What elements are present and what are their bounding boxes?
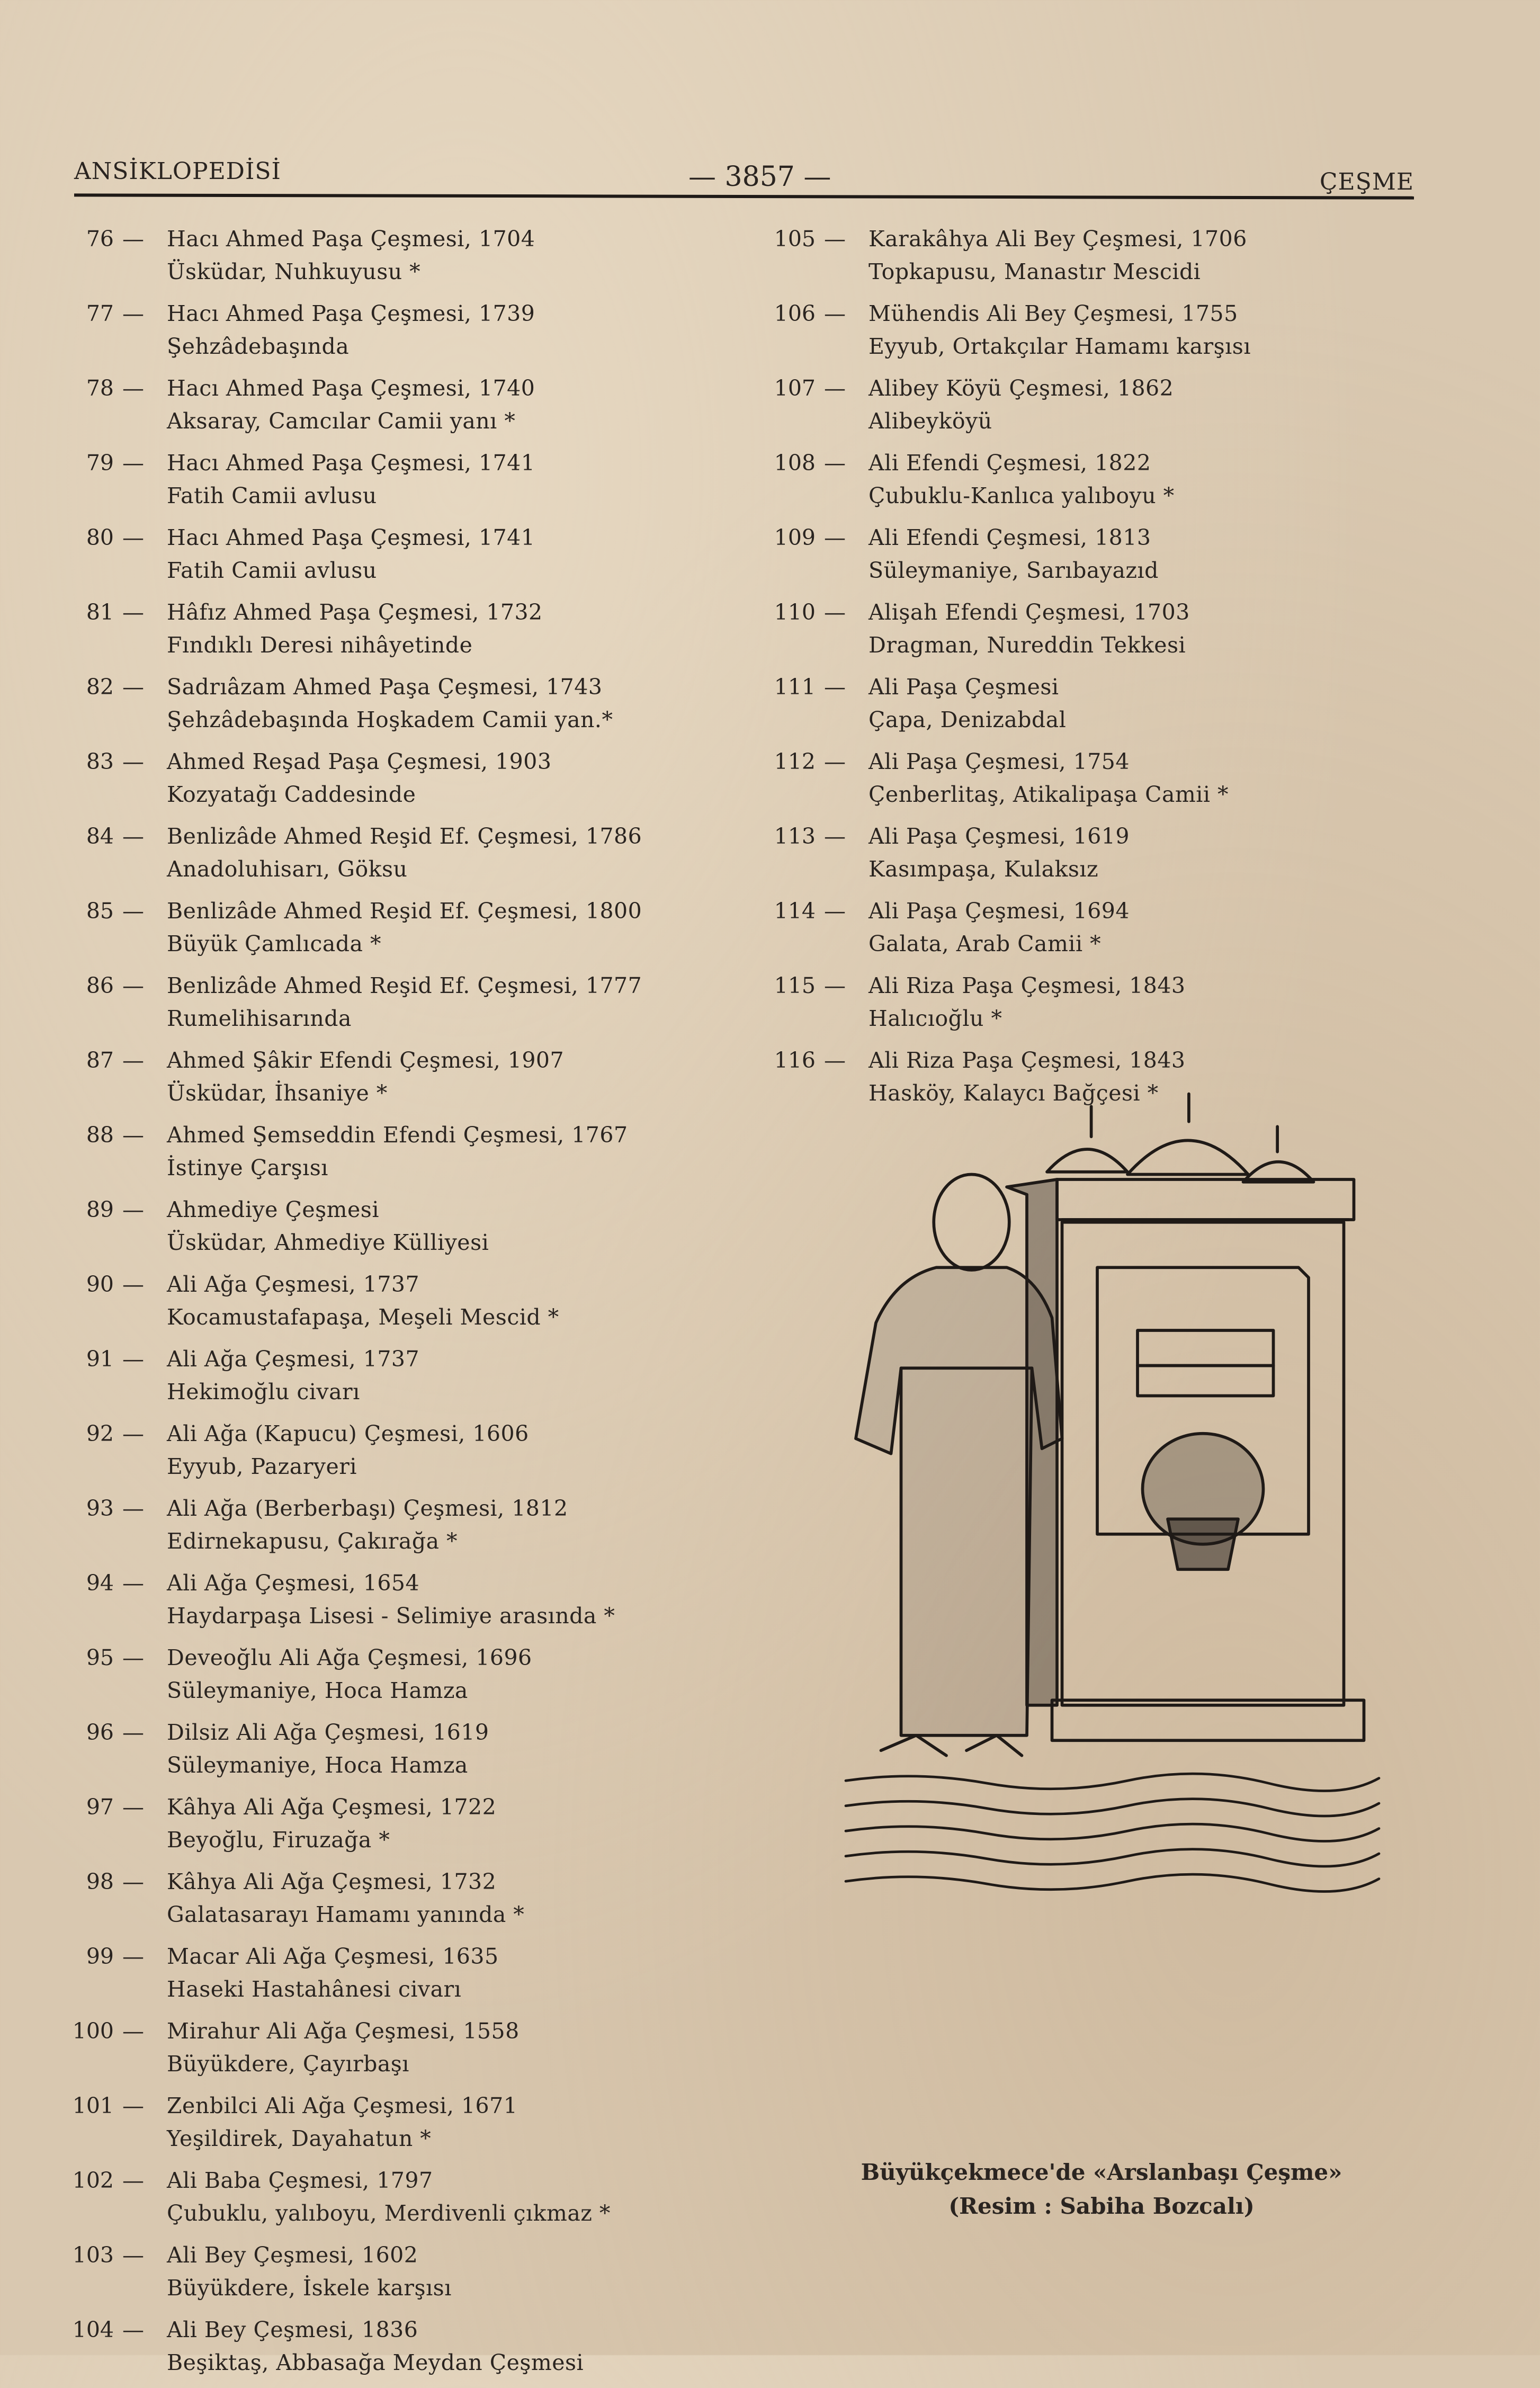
entry-number: 104: [72, 2317, 114, 2342]
entry-number: 78: [86, 375, 114, 401]
entry-location: Kocamustafapaşa, Meşeli Mescid *: [167, 1304, 559, 1330]
entry-number: 98: [86, 1869, 114, 1894]
entry-location: Süleymaniye, Sarıbayazıd: [869, 558, 1159, 583]
caption-title: Büyükçekmece'de «Arslanbaşı Çeşme»: [861, 2159, 1342, 2185]
entry-dash: —: [824, 450, 846, 476]
entry-name: Ali Efendi Çeşmesi, 1813: [869, 525, 1151, 550]
fountain-entry: [71, 2239, 755, 2304]
fountain-entry: [71, 1044, 755, 1110]
entry-number: 95: [86, 1645, 114, 1670]
entry-dash: —: [122, 1794, 144, 1820]
entry-dash: —: [824, 749, 846, 774]
entry-location: Fındıklı Deresi nihâyetinde: [167, 632, 473, 658]
lion-head-spout: [1143, 1434, 1264, 1570]
entry-dash: —: [122, 1944, 144, 1969]
entry-name: Hacı Ahmed Paşa Çeşmesi, 1741: [167, 450, 535, 476]
entry-number: 109: [774, 525, 816, 550]
entry-name: Ahmed Şemseddin Efendi Çeşmesi, 1767: [167, 1122, 628, 1148]
entry-dash: —: [122, 2317, 144, 2342]
entry-location: Beşiktaş, Abbasağa Meydan Çeşmesi: [167, 2350, 584, 2375]
entry-number: 88: [86, 1122, 114, 1148]
entry-dash: —: [122, 2168, 144, 2193]
fountain-entry: [71, 1119, 755, 1184]
fountain-entry: [773, 372, 1435, 437]
entry-dash: —: [122, 1346, 144, 1372]
dome-left: [1047, 1106, 1127, 1172]
entry-number: 99: [86, 1944, 114, 1969]
entry-location: Alibeyköyü: [869, 408, 992, 434]
entry-location: Hasköy, Kalaycı Bağçesi *: [869, 1080, 1159, 1106]
entry-name: Benlizâde Ahmed Reşid Ef. Çeşmesi, 1786: [167, 824, 642, 849]
entry-dash: —: [824, 824, 846, 849]
dome-right: [1243, 1126, 1314, 1182]
entry-dash: —: [122, 749, 144, 774]
entry-location: Hekimoğlu civarı: [167, 1379, 360, 1405]
entry-name: Mühendis Ali Bey Çeşmesi, 1755: [869, 301, 1238, 326]
entry-name: Alişah Efendi Çeşmesi, 1703: [869, 600, 1190, 625]
entry-dash: —: [122, 226, 144, 252]
entry-number: 96: [86, 1720, 114, 1745]
entry-name: Dilsiz Ali Ağa Çeşmesi, 1619: [167, 1720, 489, 1745]
entry-dash: —: [122, 600, 144, 625]
entry-number: 85: [86, 898, 114, 924]
entry-location: Çubuklu-Kanlıca yalıboyu *: [869, 483, 1175, 508]
entry-number: 81: [86, 600, 114, 625]
entry-location: Anadoluhisarı, Göksu: [167, 856, 408, 882]
entry-location: Süleymaniye, Hoca Hamza: [167, 1678, 468, 1703]
entry-name: Ali Paşa Çeşmesi: [869, 674, 1059, 700]
entry-number: 107: [774, 375, 816, 401]
fountain-entry: [71, 1716, 755, 1782]
entry-dash: —: [122, 2242, 144, 2268]
fountain-entry: [71, 969, 755, 1035]
entry-number: 108: [774, 450, 816, 476]
fountain-entry: [71, 1641, 755, 1707]
entry-name: Ali Bey Çeşmesi, 1836: [167, 2317, 418, 2342]
entry-location: Haydarpaşa Lisesi - Selimiye arasında *: [167, 1603, 615, 1629]
entry-number: 105: [774, 226, 816, 252]
fountain-entry: [71, 2015, 755, 2080]
entry-name: Karakâhya Ali Bey Çeşmesi, 1706: [869, 226, 1247, 252]
fountain-entry: [773, 670, 1435, 736]
entry-name: Zenbilci Ali Ağa Çeşmesi, 1671: [167, 2093, 518, 2118]
entry-dash: —: [824, 226, 846, 252]
entry-name: Benlizâde Ahmed Reşid Ef. Çeşmesi, 1777: [167, 973, 642, 998]
entry-name: Benlizâde Ahmed Reşid Ef. Çeşmesi, 1800: [167, 898, 642, 924]
fountain-entry: [71, 820, 755, 886]
illustration-caption: [805, 2156, 1398, 2223]
entry-location: Edirnekapusu, Çakırağa *: [167, 1528, 458, 1554]
entry-dash: —: [122, 1496, 144, 1521]
fountain-entry: [71, 596, 755, 661]
entry-dash: —: [824, 600, 846, 625]
entry-name: Hâfız Ahmed Paşa Çeşmesi, 1732: [167, 600, 543, 625]
fountain-entry: [71, 2089, 755, 2155]
entry-name: Ali Riza Paşa Çeşmesi, 1843: [869, 973, 1186, 998]
entry-name: Ahmed Reşad Paşa Çeşmesi, 1903: [167, 749, 552, 774]
entry-location: Çapa, Denizabdal: [869, 707, 1067, 732]
entry-location: Üsküdar, Nuhkuyusu *: [167, 259, 421, 284]
fountain-entry: [71, 1343, 755, 1408]
right-column-list: [773, 222, 1435, 1119]
fountain-entry: [71, 297, 755, 363]
entry-name: Kâhya Ali Ağa Çeşmesi, 1722: [167, 1794, 497, 1820]
entry-name: Macar Ali Ağa Çeşmesi, 1635: [167, 1944, 499, 1969]
entry-name: Hacı Ahmed Paşa Çeşmesi, 1739: [167, 301, 535, 326]
entry-location: Haseki Hastahânesi civarı: [167, 1976, 462, 2002]
entry-number: 76: [86, 226, 114, 252]
entry-location: Fatih Camii avlusu: [167, 558, 377, 583]
entry-dash: —: [122, 2093, 144, 2118]
entry-dash: —: [824, 375, 846, 401]
entry-name: Ali Ağa (Kapucu) Çeşmesi, 1606: [167, 1421, 529, 1446]
fountain-entry: [71, 2164, 755, 2230]
entry-name: Ahmediye Çeşmesi: [167, 1197, 379, 1222]
entry-location: İstinye Çarşısı: [167, 1155, 328, 1180]
fountain-entry: [773, 596, 1435, 661]
entry-name: Hacı Ahmed Paşa Çeşmesi, 1704: [167, 226, 535, 252]
fountain-entry: [71, 670, 755, 736]
entry-name: Alibey Köyü Çeşmesi, 1862: [869, 375, 1174, 401]
entry-location: Üsküdar, Ahmediye Külliyesi: [167, 1230, 489, 1255]
entry-number: 77: [86, 301, 114, 326]
entry-location: Fatih Camii avlusu: [167, 483, 377, 508]
entry-location: Galata, Arab Camii *: [869, 931, 1102, 956]
fountain-entry: [71, 1940, 755, 2006]
entry-dash: —: [122, 1869, 144, 1894]
entry-location: Yeşildirek, Dayahatun *: [167, 2126, 432, 2151]
entry-name: Ali Ağa Çeşmesi, 1737: [167, 1346, 420, 1372]
water-ground: [846, 1774, 1379, 1891]
entry-name: Sadrıâzam Ahmed Paşa Çeşmesi, 1743: [167, 674, 603, 700]
entry-location: Aksaray, Camcılar Camii yanı *: [167, 408, 516, 434]
fountain-entry: [71, 1268, 755, 1334]
fountain-entry: [71, 1791, 755, 1856]
fountain-entry: [71, 446, 755, 512]
entry-location: Büyük Çamlıcada *: [167, 931, 382, 956]
fountain-entry: [773, 820, 1435, 886]
dome-center: [1127, 1094, 1248, 1175]
caption-credit: (Resim : Sabiha Bozcalı): [948, 2193, 1255, 2219]
fountain-entry: [773, 222, 1435, 288]
fountain-entry: [71, 222, 755, 288]
fountain-entry: [71, 1193, 755, 1259]
entry-dash: —: [122, 1570, 144, 1596]
entry-location: Topkapusu, Manastır Mescidi: [869, 259, 1201, 284]
entry-number: 84: [86, 824, 114, 849]
entry-number: 116: [774, 1048, 816, 1073]
entry-location: Kasımpaşa, Kulaksız: [869, 856, 1099, 882]
entry-number: 86: [86, 973, 114, 998]
entry-dash: —: [122, 301, 144, 326]
fountain-entry: [71, 2313, 755, 2379]
entry-number: 106: [774, 301, 816, 326]
entry-dash: —: [122, 898, 144, 924]
entry-name: Ali Ağa Çeşmesi, 1654: [167, 1570, 420, 1596]
entry-dash: —: [122, 525, 144, 550]
running-header: [74, 154, 1414, 199]
entry-location: Rumelihisarında: [167, 1006, 352, 1031]
entry-dash: —: [122, 1197, 144, 1222]
entry-number: 82: [86, 674, 114, 700]
entry-number: 94: [86, 1570, 114, 1596]
entry-number: 79: [86, 450, 114, 476]
entry-number: 80: [86, 525, 114, 550]
entry-name: Ali Bey Çeşmesi, 1602: [167, 2242, 418, 2268]
entry-name: Ali Ağa Çeşmesi, 1737: [167, 1272, 420, 1297]
entry-number: 93: [86, 1496, 114, 1521]
left-column-list: [71, 222, 755, 2388]
entry-number: 112: [774, 749, 816, 774]
entry-dash: —: [824, 898, 846, 924]
entry-dash: —: [824, 301, 846, 326]
entry-dash: —: [122, 2018, 144, 2044]
entry-location: Eyyub, Ortakçılar Hamamı karşısı: [869, 334, 1251, 359]
fountain-entry: [773, 895, 1435, 960]
entry-location: Eyyub, Pazaryeri: [167, 1454, 357, 1479]
entry-number: 89: [86, 1197, 114, 1222]
entry-name: Ali Baba Çeşmesi, 1797: [167, 2168, 433, 2193]
fountain-entry: [773, 745, 1435, 811]
fountain-entry: [773, 521, 1435, 587]
entry-location: Şehzâdebaşında: [167, 334, 350, 359]
header-section-title: ÇEŞME: [1319, 168, 1414, 195]
entry-number: 97: [86, 1794, 114, 1820]
entry-number: 103: [72, 2242, 114, 2268]
entry-dash: —: [122, 1122, 144, 1148]
entry-location: Çubuklu, yalıboyu, Merdivenli çıkmaz *: [167, 2201, 611, 2226]
entry-name: Ali Riza Paşa Çeşmesi, 1843: [869, 1048, 1186, 1073]
entry-name: Mirahur Ali Ağa Çeşmesi, 1558: [167, 2018, 520, 2044]
entry-location: Halıcıoğlu *: [869, 1006, 1002, 1031]
fountain-entry: [773, 297, 1435, 363]
entry-dash: —: [122, 1720, 144, 1745]
fountain-entry: [71, 1417, 755, 1483]
entry-name: Ali Paşa Çeşmesi, 1619: [869, 824, 1130, 849]
entry-location: Kozyatağı Caddesinde: [167, 782, 416, 807]
entry-name: Ali Paşa Çeşmesi, 1694: [869, 898, 1130, 924]
entry-dash: —: [122, 450, 144, 476]
entry-number: 110: [774, 600, 816, 625]
entry-dash: —: [824, 973, 846, 998]
fountain-entry: [71, 895, 755, 960]
fountain-entry: [71, 1492, 755, 1558]
entry-dash: —: [122, 1645, 144, 1670]
entry-location: Galatasarayı Hamamı yanında *: [167, 1902, 525, 1927]
entry-name: Kâhya Ali Ağa Çeşmesi, 1732: [167, 1869, 497, 1894]
entry-location: Dragman, Nureddin Tekkesi: [869, 632, 1186, 658]
entry-location: Büyükdere, İskele karşısı: [167, 2275, 452, 2301]
entry-number: 91: [86, 1346, 114, 1372]
entry-location: Büyükdere, Çayırbaşı: [167, 2051, 409, 2077]
fountain-entry: [71, 745, 755, 811]
entry-name: Ali Paşa Çeşmesi, 1754: [869, 749, 1130, 774]
entry-number: 92: [86, 1421, 114, 1446]
entry-dash: —: [122, 824, 144, 849]
entry-dash: —: [122, 375, 144, 401]
fountain-entry: [773, 969, 1435, 1035]
entry-dash: —: [122, 1421, 144, 1446]
entry-name: Deveoğlu Ali Ağa Çeşmesi, 1696: [167, 1645, 532, 1670]
entry-number: 90: [86, 1272, 114, 1297]
entry-number: 115: [774, 973, 816, 998]
entry-dash: —: [122, 973, 144, 998]
entry-number: 113: [774, 824, 816, 849]
entry-name: Ali Ağa (Berberbaşı) Çeşmesi, 1812: [167, 1496, 568, 1521]
entry-number: 114: [774, 898, 816, 924]
entry-number: 101: [72, 2093, 114, 2118]
entry-dash: —: [122, 674, 144, 700]
entry-number: 111: [774, 674, 816, 700]
entry-location: Çenberlitaş, Atikalipaşa Camii *: [869, 782, 1229, 807]
entry-dash: —: [122, 1272, 144, 1297]
entry-dash: —: [824, 1048, 846, 1073]
entry-location: Şehzâdebaşında Hoşkadem Camii yan.*: [167, 707, 613, 732]
entry-name: Hacı Ahmed Paşa Çeşmesi, 1741: [167, 525, 535, 550]
entry-number: 100: [72, 2018, 114, 2044]
entry-dash: —: [824, 525, 846, 550]
entry-dash: —: [122, 1048, 144, 1073]
page-number: — 3857 —: [688, 161, 831, 193]
fountain-entry: [71, 521, 755, 587]
entry-location: Süleymaniye, Hoca Hamza: [167, 1752, 468, 1778]
entry-number: 83: [86, 749, 114, 774]
fountain-entry: [773, 446, 1435, 512]
entry-name: Ali Efendi Çeşmesi, 1822: [869, 450, 1151, 476]
entry-location: Beyoğlu, Firuzağa *: [167, 1827, 390, 1853]
entry-number: 102: [72, 2168, 114, 2193]
entry-number: 87: [86, 1048, 114, 1073]
fountain-entry: [71, 1865, 755, 1931]
header-publication-title: ANSİKLOPEDİSİ: [74, 158, 281, 185]
entry-name: Ahmed Şâkir Efendi Çeşmesi, 1907: [167, 1048, 565, 1073]
fountain-entry: [71, 372, 755, 437]
fountain-illustration: [816, 1070, 1419, 2134]
entry-name: Hacı Ahmed Paşa Çeşmesi, 1740: [167, 375, 535, 401]
entry-dash: —: [824, 674, 846, 700]
fountain-entry: [71, 1567, 755, 1632]
entry-location: Üsküdar, İhsaniye *: [167, 1080, 388, 1106]
